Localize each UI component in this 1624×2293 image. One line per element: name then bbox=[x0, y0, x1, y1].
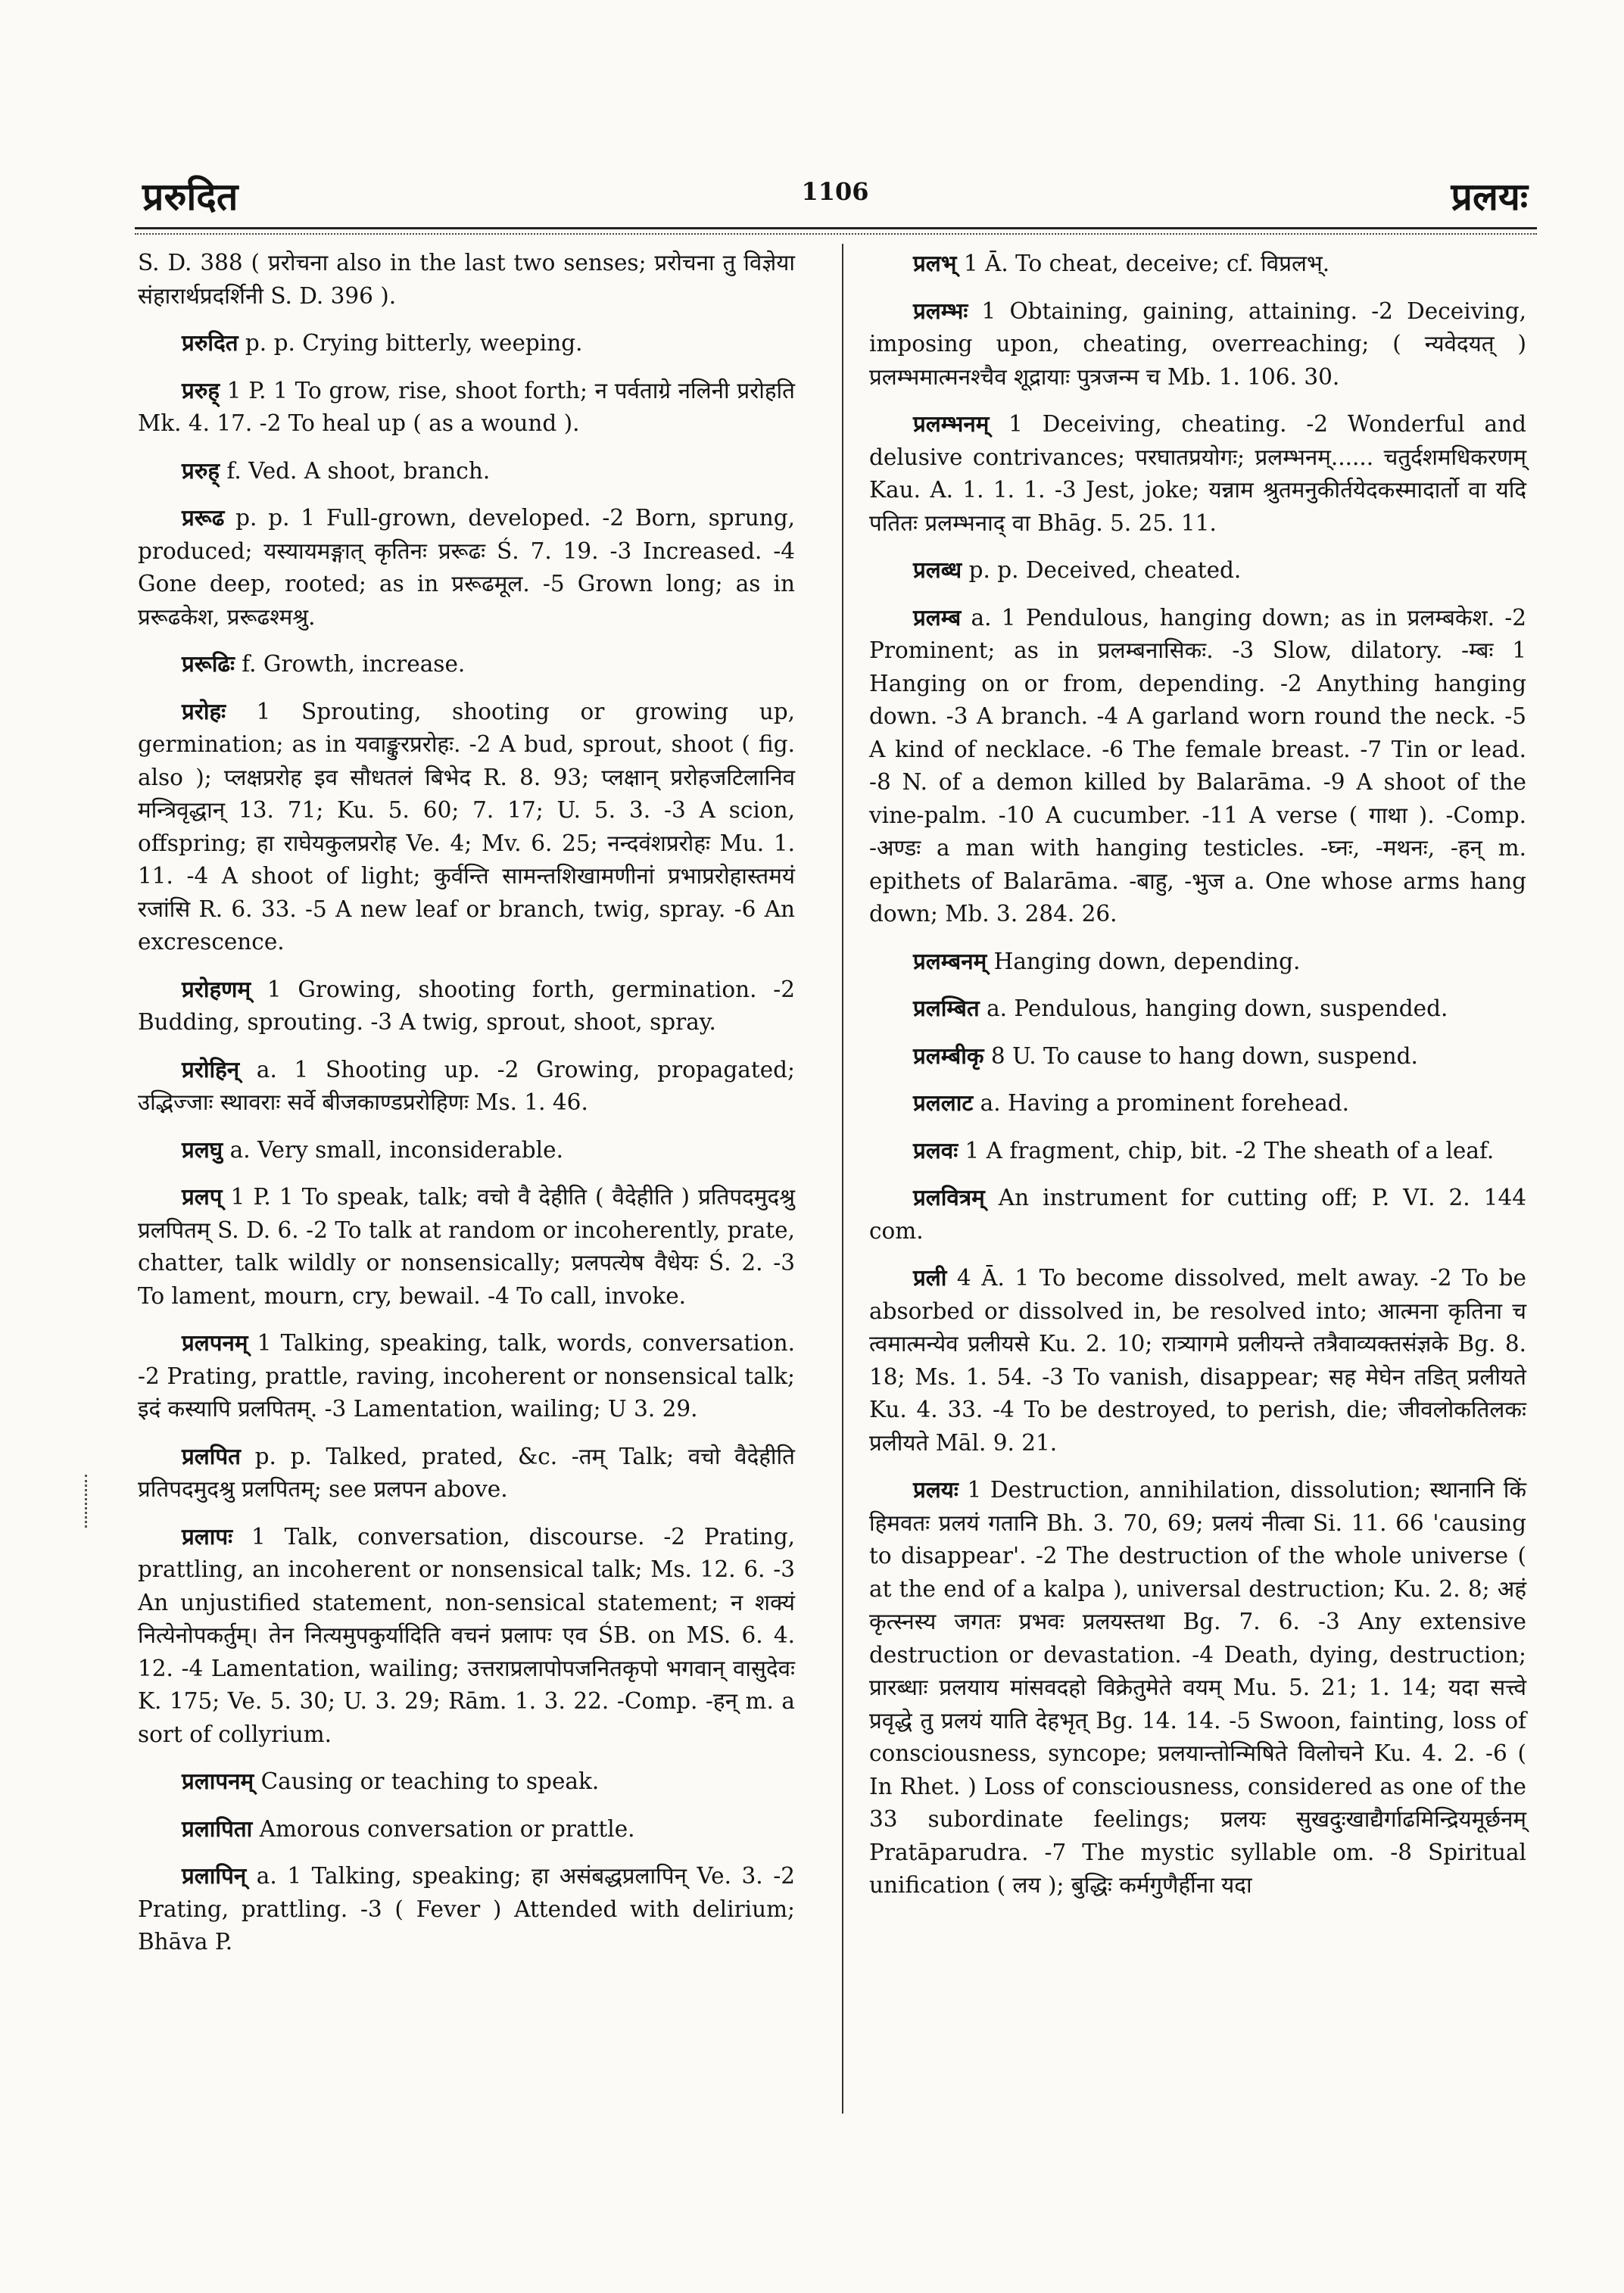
dictionary-entry bbox=[138, 1133, 795, 1167]
dictionary-entry bbox=[138, 647, 795, 681]
header-rule bbox=[135, 227, 1537, 229]
dictionary-entry bbox=[138, 973, 795, 1039]
dictionary-entry bbox=[869, 247, 1526, 281]
dictionary-entry bbox=[138, 1859, 795, 1959]
entry-definition: p. p. Deceived, cheated. bbox=[962, 557, 1242, 583]
dictionary-entry bbox=[869, 945, 1526, 979]
entry-headword: प्रलापनम् bbox=[182, 1768, 254, 1794]
entry-headword: प्रलवः bbox=[913, 1136, 959, 1164]
entry-definition: 1 Destruction, annihilation, dissolution; स्थानानि किं हिमवतः प्रलयं गतानि Bh. 3. 70, 69; प्रलयं नीत्वा Si. 11. 66 'causing to disappear'. -2 The destruction of the whole universe ( at the end of a kalpa ), universal destruction; Ku. 2. 8; अहं कृत्स्नस्य जगतः प्रभवः प्रलयस्तथा Bg. 7. 6. -3 Any extensive destruction or devastation. -4 Death, dying, destruction; प्रारब्धाः प्रलयाय मांसवदहो विक्रेतुमेते वयम् Mu. 5. 21; 1. 14; यदा सत्त्वे प्रवृद्धे तु प्रलयं याति देहभृत् Bg. 14. 14. -5 Swoon, fainting, loss of consciousness, syncope; प्रलयान्तोन्मिषिते विलोचने Ku. 4. 2. -6 ( In Rhet. ) Loss of consciousness, considered as one of the 33 subordinate feelings; प्रलयः सुखदुःखाद्यैर्गाढमिन्द्रियमूर्छनम् Pratāparudra. -7 The mystic syllable om. -8 Spiritual unification ( लय ); बुद्धिः कर्मगुणैर्हीना यदा bbox=[869, 1477, 1526, 1898]
entry-definition: p. p. Crying bitterly, weeping. bbox=[238, 330, 583, 356]
entry-definition: An instrument for cutting off; P. VI. 2. 144 com. bbox=[869, 1185, 1526, 1244]
dictionary-entry bbox=[138, 454, 795, 488]
dictionary-entry bbox=[138, 326, 795, 360]
entry-headword: प्ररूढिः bbox=[182, 650, 235, 677]
entry-definition: p. p. 1 Full-grown, developed. -2 Born, sprung, produced; यस्यायमङ्गात् कृतिनः प्ररूढः Ś. 7. 19. -3 Increased. -4 Gone deep, rooted; as in प्ररूढमूल. -5 Grown long; as in प्ररूढकेश, प्ररूढश्मश्रु. bbox=[138, 505, 795, 630]
entry-definition: 1 Ā. To cheat, deceive; cf. विप्रलभ्. bbox=[956, 251, 1330, 276]
entry-definition: f. Growth, increase. bbox=[234, 651, 466, 677]
entry-headword: प्रलम्भनम् bbox=[913, 410, 990, 437]
entry-headword: प्रलम्बित bbox=[913, 995, 980, 1021]
entry-headword: प्रलयः bbox=[913, 1476, 959, 1503]
entry-definition: Hanging down, depending. bbox=[987, 948, 1301, 974]
right-column bbox=[869, 247, 1526, 1916]
dictionary-entry bbox=[138, 1520, 795, 1752]
entry-definition: 1 Talking, speaking, talk, words, conversation. -2 Prating, prattle, raving, incoherent or nonsensical talk; इदं कस्यापि प्रलपितम्. -3 Lamentation, wailing; U 3. 29. bbox=[138, 1330, 795, 1422]
entry-headword: प्ररुदित bbox=[182, 329, 238, 356]
dictionary-entry bbox=[138, 1440, 795, 1506]
entry-definition: p. p. Talked, prated, &c. -तम् Talk; वचो वैदेहीति प्रतिपदमुदश्रु प्रलपितम्; see प्रलपन above. bbox=[138, 1443, 795, 1502]
entry-definition: a. 1 Shooting up. -2 Growing, propagated; उद्भिज्जाः स्थावराः सर्वे बीजकाण्डप्ररोहिणः Ms. 1. 46. bbox=[138, 1056, 795, 1115]
entry-definition: 4 Ā. 1 To become dissolved, melt away. -2 To be absorbed or dissolved in, be resolved into; आत्मना कृतिना च त्वमात्मन्येव प्रलीयसे Ku. 2. 10; रात्र्यागमे प्रलीयन्ते तत्रैवाव्यक्तसंज्ञके Bg. 8. 18; Ms. 1. 54. -3 To vanish, disappear; सह मेघेन तडित् प्रलीयते Ku. 4. 33. -4 To be destroyed, to perish, die; जीवलोकतिलकः प्रलीयते Māl. 9. 21. bbox=[869, 1265, 1526, 1456]
dictionary-entry bbox=[869, 1261, 1526, 1460]
entry-definition: a. 1 Pendulous, hanging down; as in प्रलम्बकेश. -2 Prominent; as in प्रलम्बनासिकः. -3 Slow, dilatory. -म्बः 1 Hanging on or from, depending. -2 Anything hanging down. -3 A branch. -4 A garland worn round the neck. -5 A kind of necklace. -6 The female breast. -7 Tin or lead. -8 N. of a demon killed by Balarāma. -9 A shoot of the vine-palm. -10 A cucumber. -11 A verse ( गाथा ). -Comp. -अण्डः a man with hanging testicles. -घ्नः, -मथनः, -हन् m. epithets of Balarāma. -बाहु, -भुज a. One whose arms hang down; Mb. 3. 284. 26. bbox=[869, 604, 1526, 927]
entry-definition: Causing or teaching to speak. bbox=[254, 1768, 600, 1794]
entry-headword: प्रलापिन् bbox=[182, 1862, 247, 1889]
entry-headword: प्ररूढ bbox=[182, 504, 225, 531]
dictionary-entry bbox=[138, 1180, 795, 1313]
entry-headword: प्रलब्ध bbox=[913, 556, 962, 583]
dictionary-entry bbox=[138, 247, 795, 313]
entry-headword: प्रललाट bbox=[913, 1089, 974, 1116]
dictionary-entry bbox=[869, 1039, 1526, 1073]
entry-definition: 1 Obtaining, gaining, attaining. -2 Deceiving, imposing upon, cheating, overreaching; ( न्यवेदयत् ) प्रलम्भमात्मनश्चैव शूद्रायाः पुत्रजन्म च Mb. 1. 106. 30. bbox=[869, 298, 1526, 390]
dictionary-entry bbox=[869, 1134, 1526, 1168]
entry-definition: 1 Deceiving, cheating. -2 Wonderful and delusive contrivances; परघातप्रयोगः; प्रलम्भनम्...... चतुर्दशमधिकरणम् Kau. A. 1. 1. 1. -3 Jest, joke; यन्नाम श्रुतमनुकीर्तयेदकस्मादार्तो वा यदि पतितः प्रलम्भनाद् वा Bhāg. 5. 25. 11. bbox=[869, 411, 1526, 536]
dictionary-entry bbox=[869, 294, 1526, 394]
left-running-headword: प्ररुदित bbox=[142, 174, 238, 219]
entry-headword: प्रलवित्रम् bbox=[913, 1184, 985, 1210]
dictionary-entry bbox=[869, 1473, 1526, 1902]
entry-headword: प्ररुह् bbox=[182, 456, 220, 484]
dictionary-entry bbox=[138, 1326, 795, 1426]
dictionary-entry bbox=[869, 553, 1526, 587]
entry-definition: S. D. 388 ( प्ररोचना also in the last two senses; प्ररोचना तु विज्ञेया संहारार्थप्रदर्शिनी S. D. 396 ). bbox=[138, 250, 795, 309]
dictionary-entry bbox=[869, 407, 1526, 540]
entry-headword: प्ररोहणम् bbox=[182, 975, 251, 1002]
left-column bbox=[138, 247, 795, 1973]
entry-definition: 1 Talk, conversation, discourse. -2 Prating, prattling, an incoherent or nonsensical talk; Ms. 12. 6. -3 An unjustified statement, non-sensical statement; न शक्यं नित्येनोपकर्तुम्। तेन नित्यमुपकुर्यादिति वचनं प्रलापः एव ŚB. on MS. 6. 4. 12. -4 Lamentation, wailing; उत्तराप्रलापोपजनितकृपो भगवान् वासुदेवः K. 175; Ve. 5. 30; U. 3. 29; Rām. 1. 3. 22. -Comp. -हन् m. a sort of collyrium. bbox=[138, 1523, 795, 1747]
entry-headword: प्रलम्भः bbox=[913, 297, 968, 324]
entry-definition: 1 P. 1 To grow, rise, shoot forth; न पर्वताग्रे नलिनी प्ररोहति Mk. 4. 17. -2 To heal up ( as a wound ). bbox=[138, 377, 795, 436]
dictionary-entry bbox=[138, 1053, 795, 1120]
entry-headword: प्ररोहः bbox=[182, 697, 226, 724]
entry-headword: प्रलम्ब bbox=[913, 603, 962, 631]
page-number: 1106 bbox=[801, 177, 869, 206]
entry-headword: प्रलापः bbox=[182, 1522, 233, 1550]
dictionary-entry bbox=[869, 1086, 1526, 1120]
dictionary-entry bbox=[138, 695, 795, 959]
entry-definition: a. Very small, inconsiderable. bbox=[223, 1136, 563, 1163]
dictionary-entry bbox=[869, 1181, 1526, 1248]
dictionary-entry bbox=[138, 374, 795, 441]
dictionary-entry bbox=[869, 601, 1526, 931]
margin-mark bbox=[85, 1475, 95, 1528]
dictionary-entry bbox=[869, 992, 1526, 1026]
page-header bbox=[142, 167, 1528, 221]
entry-definition: 1 Growing, shooting forth, germination. -2 Budding, sprouting. -3 A twig, sprout, shoot, spray. bbox=[138, 976, 795, 1035]
entry-definition: 1 Sprouting, shooting or growing up, germination; as in यवाङ्कुरप्ररोहः. -2 A bud, sprout, shoot ( fig. also ); प्लक्षप्ररोह इव सौधतलं बिभेद R. 8. 93; प्लक्षान् प्ररोहजटिलानिव मन्त्रिवृद्धान् 13. 71; Ku. 5. 60; 7. 17; U. 5. 3. -3 A scion, offspring; हा राघेयकुलप्ररोह Ve. 4; Mv. 6. 25; नन्दवंशप्ररोहः Mu. 1. 11. -4 A shoot of light; कुर्वन्ति सामन्तशिखामणीनां प्रभाप्ररोहास्तमयं रजांसि R. 6. 33. -5 A new leaf or branch, twig, spray. -6 An excrescence. bbox=[138, 698, 795, 955]
dictionary-entry bbox=[138, 1765, 795, 1799]
entry-headword: प्रलघु bbox=[182, 1136, 223, 1163]
entry-headword: प्रलम्बीकृ bbox=[913, 1042, 984, 1069]
entry-definition: a. 1 Talking, speaking; हा असंबद्धप्रलापिन् Ve. 3. -2 Prating, prattling. -3 ( Fever ) Attended with delirium; Bhāva P. bbox=[138, 1863, 795, 1955]
entry-headword: प्रलपित bbox=[182, 1442, 241, 1469]
entry-headword: प्रलम्बनम् bbox=[913, 947, 987, 974]
entry-definition: f. Ved. A shoot, branch. bbox=[220, 457, 491, 484]
header-dotted-rule bbox=[135, 233, 1537, 235]
entry-definition: a. Having a prominent forehead. bbox=[973, 1090, 1350, 1116]
entry-headword: प्रलप् bbox=[182, 1183, 223, 1210]
dictionary-entry bbox=[138, 1812, 795, 1846]
entry-headword: प्ररोहिन् bbox=[182, 1055, 240, 1083]
entry-definition: Amorous conversation or prattle. bbox=[252, 1815, 635, 1842]
right-running-headword: प्रलयः bbox=[1451, 174, 1528, 219]
entry-headword: प्रलभ् bbox=[913, 250, 957, 276]
entry-headword: प्रलापिता bbox=[182, 1815, 253, 1842]
entry-headword: प्रली bbox=[913, 1264, 947, 1291]
entry-definition: 8 U. To cause to hang down, suspend. bbox=[983, 1042, 1418, 1069]
entry-headword: प्रलपनम् bbox=[182, 1329, 248, 1356]
dictionary-entry bbox=[138, 501, 795, 634]
entry-definition: 1 A fragment, chip, bit. -2 The sheath of a leaf. bbox=[958, 1137, 1495, 1164]
entry-definition: 1 P. 1 To speak, talk; वचो वै देहीति ( वैदेहीति ) प्रतिपदमुदश्रु प्रलपितम् S. D. 6. -2 To talk at random or incoherently, prate, chatter, talk wildly or nonsensically; प्रलपत्येष वैधेयः Ś. 2. -3 To lament, mourn, cry, bewail. -4 To call, invoke. bbox=[138, 1184, 795, 1309]
entry-headword: प्ररुह् bbox=[182, 376, 220, 403]
column-divider bbox=[842, 244, 843, 2114]
entry-definition: a. Pendulous, hanging down, suspended. bbox=[979, 995, 1448, 1021]
